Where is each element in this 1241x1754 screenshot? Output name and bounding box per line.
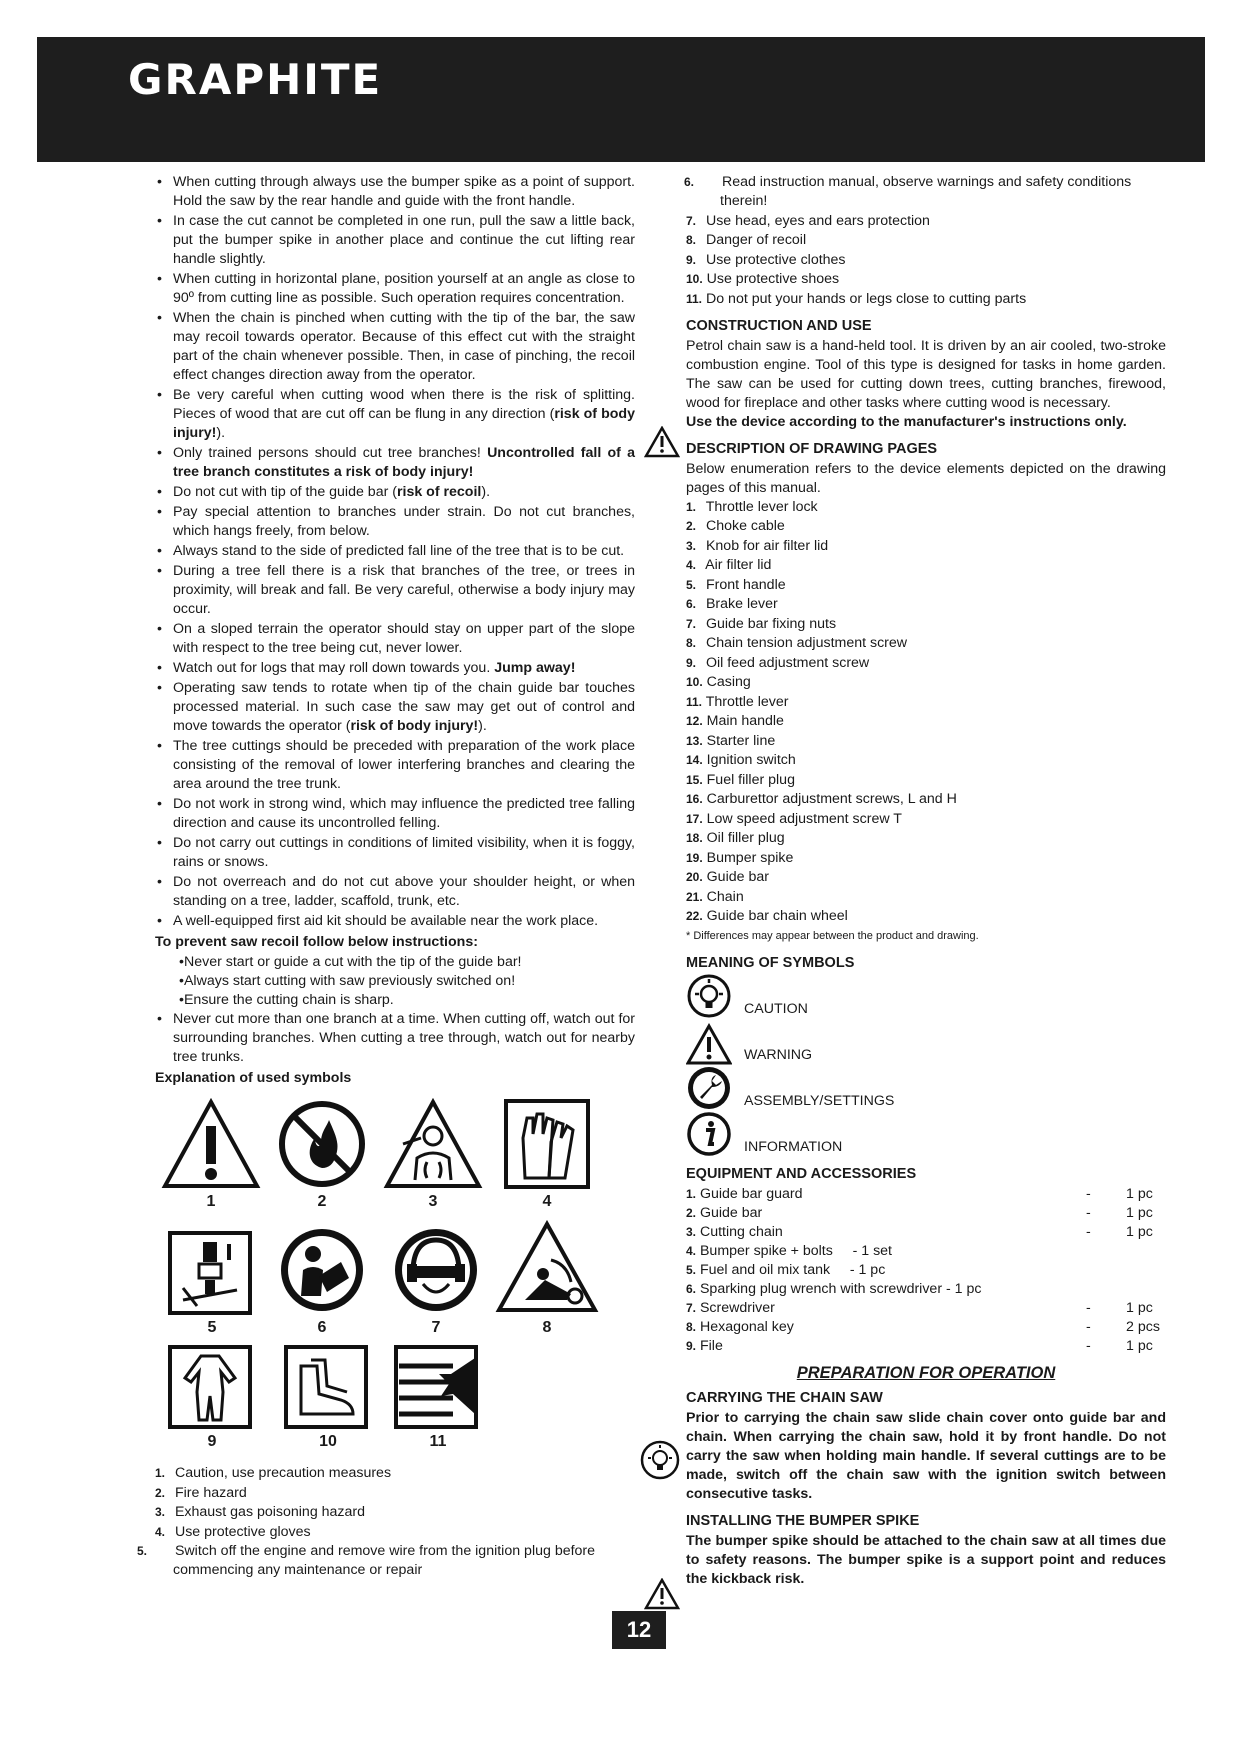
read-manual-icon [277,1224,367,1316]
list-item: 21. Chain [686,888,744,905]
list-item: • When cutting in horizontal plane, position yourself at an angle as close to 90º from cutting line as possible. Such operation requires concentration. [155,270,635,308]
list-item: • Do not cut with tip of the guide bar (risk of recoil). [155,483,635,502]
carry-heading: CARRYING THE CHAIN SAW [686,1389,883,1406]
list-item: 22. Guide bar chain wheel [686,908,848,924]
equipment-list [686,1185,1166,1356]
list-item: • Watch out for logs that may roll down towards you. Jump away! [155,659,635,678]
list-item: 12. Main handle [686,713,784,729]
list-item: 11. Do not put your hands or legs close to cutting parts [686,290,1027,307]
list-item: 7. Screwdriver - 1 pc [686,1299,1153,1316]
list-item: • Operating saw tends to rotate when tip of the chain guide bar touches processed material. In such case the saw may get out of control and move towards the operator (risk of body injury!). [155,679,635,736]
protective-shoes-icon [283,1344,369,1430]
list-item: • Always start cutting with saw previously switched on! [179,972,635,991]
carry-text: Prior to carrying the chain saw slide chain cover onto guide bar and chain. When carrying the chain saw, hold it by front handle. Do not carry the saw when holding main handle. If several cuttings are to be made, switch off the chain saw with the ignition switch between consecutive tasks. [686,1409,1166,1502]
list-item: 3. Knob for air filter lid [686,537,829,554]
list-item: 20. Guide bar [686,869,769,885]
list-item: 5. Front handle [686,576,786,593]
list-item: 16. Carburettor adjustment screws, L and H [686,791,957,807]
meaning-caution: CAUTION [686,975,1166,1019]
left-column [137,173,635,1581]
construction-heading: CONSTRUCTION AND USE [686,317,872,334]
recoil-list [155,953,635,1010]
list-item: 6. Brake lever [686,596,778,612]
list-item: 4. Bumper spike + bolts - 1 set [686,1242,893,1259]
list-item: 2. Choke cable [686,518,785,534]
list-item: • When the chain is pinched when cutting with the tip of the bar, the saw may recoil towards operator. Because of this effect cut with the straight part of the chain whenever possible. Then, in case of pinching, the recoil effect changes direction away from the operator. [155,309,635,385]
list-item: 3. Exhaust gas poisoning hazard [155,1504,366,1520]
list-item: • When cutting through always use the bumper spike as a point of support. Hold the saw by the rear handle and guide with the front handle. [155,173,635,211]
list-item: 5. Switch off the engine and remove wire from the ignition plug before commencing any maintenance or repair [137,1543,596,1578]
head-protection-icon [391,1224,481,1316]
meaning-heading: MEANING OF SYMBOLS [686,954,855,971]
brand-logo: GRAPHITE [128,55,383,104]
list-item: • Always stand to the side of predicted fall line of the tree that is to be cut. [155,542,635,561]
right-column [686,173,1166,1589]
list-item: 19. Bumper spike [686,849,794,866]
list-item: 9. File - 1 pc [686,1337,1153,1354]
meaning-warning: WARNING [686,1021,1166,1065]
list-item: 8. Chain tension adjustment screw [686,635,908,651]
list-item: • Do not carry out cuttings in conditions of limited visibility, when it is foggy, rains or snows. [155,834,635,872]
list-item: 18. Oil filler plug [686,830,785,846]
construction-note: Use the device according to the manufacturer's instructions only. [686,413,1127,430]
list-item: 9. Use protective clothes [686,251,846,268]
drawing-intro: Below enumeration refers to the device elements depicted on the drawing pages of this manual. [686,460,1166,496]
list-item: • Only trained persons should cut tree branches! Uncontrolled fall of a tree branch constitutes a risk of body injury! [155,444,635,482]
list-item: 2. Guide bar - 1 pc [686,1204,1153,1221]
bumper-heading: INSTALLING THE BUMPER SPIKE [686,1512,920,1529]
list-item: 1. Guide bar guard - 1 pc [686,1185,1153,1202]
symbol-6: 6 [277,1224,367,1337]
bumper-text: The bumper spike should be attached to the chain saw at all times due to safety reasons. The bumper spike is a support point and reduces the kickback risk. [686,1532,1166,1587]
symbol-explanation-list-cont [686,173,1166,309]
warning-icon [644,1578,680,1610]
symbol-4: 4 [503,1098,591,1211]
symbol-3: 3 [383,1098,483,1211]
page-number: 12 [612,1611,666,1649]
meaning-assembly: ASSEMBLY/SETTINGS [686,1067,1166,1111]
equipment-heading: EQUIPMENT AND ACCESSORIES [686,1165,917,1182]
warning-icon [686,1023,732,1065]
preparation-heading: PREPARATION FOR OPERATION [796,1363,1056,1382]
toxic-gas-icon [383,1098,483,1190]
list-item: • Do not overreach and do not cut above your shoulder height, or when standing on a tree, ladder, scaffold, trunk, etc. [155,873,635,911]
list-item: 17. Low speed adjustment screw T [686,810,902,827]
info-icon [686,1111,732,1157]
protective-clothes-icon [167,1344,253,1430]
symbol-8: 8 [495,1220,599,1337]
list-item: • The tree cuttings should be preceded with preparation of the work place consisting of the removal of lower interfering branches and clearing the area around the tree trunk. [155,737,635,794]
warning-triangle-icon [161,1098,261,1190]
list-item: 6. Read instruction manual, observe warnings and safety conditions therein! [684,174,1132,209]
list-item: • A well-equipped first aid kit should be available near the work place. [155,912,635,931]
symbol-5: 5 [167,1230,257,1337]
wrench-icon [686,1065,732,1111]
list-item: 15. Fuel filler plug [686,771,795,788]
symbol-11: 11 [393,1344,483,1451]
list-item: 14. Ignition switch [686,752,796,768]
symbol-7: 7 [391,1224,481,1337]
list-item: 10. Casing [686,674,751,690]
list-item: 4. Air filter lid [686,557,772,573]
construction-text: Petrol chain saw is a hand-held tool. It is driven by an air cooled, two-stroke combustion engine. Tool of this type is designed for tasks in home garden. The saw can be used for cutting down trees, cutting branches, firewood, wood for fireplace and other tasks where cutting wood is necessary. [686,337,1166,411]
no-fire-icon [277,1098,367,1190]
parts-note: * Differences may appear between the product and drawing. [686,929,979,942]
hand-hazard-icon [393,1344,479,1430]
list-item: 11. Throttle lever [686,693,789,710]
list-item: 1. Caution, use precaution measures [155,1465,392,1481]
list-item: • Pay special attention to branches under strain. Do not cut branches, which hangs freely, from below. [155,503,635,541]
list-item: • Never cut more than one branch at a time. When cutting off, watch out for surrounding branches. When cutting a tree through, watch out for nearby tree trunks. [155,1010,635,1067]
list-item: 3. Cutting chain - 1 pc [686,1223,1153,1240]
list-item: 8. Hexagonal key - 2 pcs [686,1318,1160,1335]
list-item: 1. Throttle lever lock [686,498,818,515]
symbol-10: 10 [283,1344,373,1451]
symbol-explanation-list [137,1464,635,1580]
list-item: • Be very careful when cutting wood when there is the risk of splitting. Pieces of wood that are cut off can be flung in any direction (risk of body injury!). [155,386,635,443]
spark-plug-icon [167,1230,253,1316]
list-item: 7. Guide bar fixing nuts [686,615,837,632]
list-item: • In case the cut cannot be completed in one run, pull the saw a little back, put the bumper spike in another place and continue the cut lifting rear handle slightly. [155,212,635,269]
recoil-heading: To prevent saw recoil follow below instructions: [155,934,478,950]
list-item: 7. Use head, eyes and ears protection [686,212,930,229]
list-item: 8. Danger of recoil [686,232,807,248]
symbol-2: 2 [277,1098,367,1211]
symbol-1: 1 [161,1098,261,1211]
list-item: 10. Use protective shoes [686,271,840,287]
list-item: • Never start or guide a cut with the tip of the guide bar! [179,953,635,972]
list-item: 13. Starter line [686,732,776,749]
list-item: 4. Use protective gloves [155,1523,311,1540]
symbols-heading: Explanation of used symbols [155,1070,352,1086]
drawing-heading: DESCRIPTION OF DRAWING PAGES [686,440,938,457]
list-item: 5. Fuel and oil mix tank - 1 pc [686,1261,886,1278]
symbols-grid [155,1094,635,1464]
list-item: 2. Fire hazard [155,1484,247,1501]
caution-bulb-icon [640,1440,680,1480]
list-item: • Do not work in strong wind, which may influence the predicted tree falling direction and cause its uncontrolled felling. [155,795,635,833]
list-item: • On a sloped terrain the operator should stay on upper part of the slope with respect to the tree being cut, never lower. [155,620,635,658]
list-item: 6. Sparking plug wrench with screwdriver - 1 pc [686,1280,982,1297]
meaning-information: INFORMATION [686,1113,1166,1157]
recoil-hazard-icon [495,1220,599,1316]
list-item: 9. Oil feed adjustment screw [686,654,870,671]
caution-bulb-icon [686,973,732,1019]
list-item: • During a tree fell there is a risk that branches of the tree, or trees in proximity, will break and fall. Be very careful, otherwise a body injury may occur. [155,562,635,619]
parts-list [686,498,1166,927]
gloves-icon [503,1098,591,1190]
symbol-9: 9 [167,1344,257,1451]
list-item: • Ensure the cutting chain is sharp. [179,991,635,1010]
warning-icon [644,426,680,458]
